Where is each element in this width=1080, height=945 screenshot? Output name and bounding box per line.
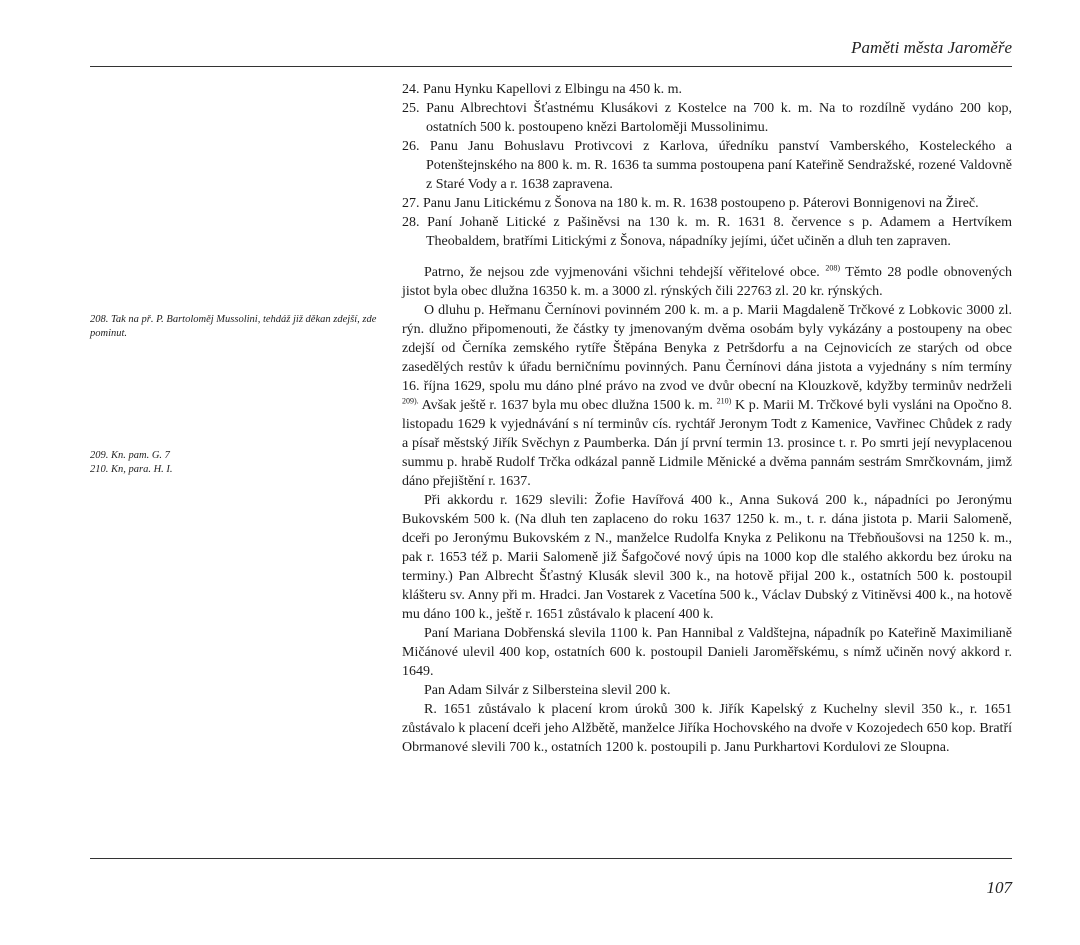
list-item-25: 25. Panu Albrechtovi Šťastnému Klusákovi z Kostelce na 700 k. m. Na to rozdílně vydáno 200 kop, ostatních 500 k. postoupeno knězi Bartoloměji Mussolinimu. xyxy=(402,101,1012,135)
footer-rule xyxy=(90,858,1012,859)
paragraph-text: Patrno, že nejsou zde vyjmenováni všichni tehdejší věřitelové obce. xyxy=(424,265,820,280)
list-item-27: 27. Panu Janu Litickému z Šonova na 180 k. m. R. 1638 postoupeno p. Páterovi Bonnigenovi na Žireč. xyxy=(402,196,979,211)
page-number: 107 xyxy=(986,878,1012,897)
paragraph-dobrenska: Paní Mariana Dobřenská slevila 1100 k. Pan Hannibal z Valdštejna, nápadník po Kateřině Maximilianě Mičánové ulevil 400 kop, ostatních 600 k. postoupil Danieli Jaroměřskému, s nímž učiněn nový akkord r. 1649. xyxy=(402,626,1012,679)
main-text-column xyxy=(402,80,1012,757)
creditor-list xyxy=(402,80,1012,251)
paragraph-silvar: Pan Adam Silvár z Silbersteina slevil 200 k. xyxy=(424,683,671,698)
paragraph-creditors-summary xyxy=(402,263,1012,301)
footnote-ref-208: 208) xyxy=(825,263,840,273)
sidenotes-209-210 xyxy=(90,449,390,477)
paragraph-akkord-1629: Při akkordu r. 1629 slevili: Žofie Havířová 400 k., Anna Suková 200 k., nápadníci po Jeronýmu Bukovském 500 k. (Na dluh ten zaplaceno do roku 1637 1250 k. m., t. r. dána jistota p. Marii Salomeně, dceři po Jeronýmu Bukovském z N., manželce Rudolfa Knyka z Pelikonu na Třebňoušovsi na 1250 k. m., pak r. 1653 též p. Marii Salomeně již Šafgočové nový úpis na 1000 kop dle stalého akkordu bez úroku na terminy.) Pan Albrecht Šťastný Klusák slevil 300 k., na hotově přijal 200 k., ostatních 500 k. postoupil klášteru sv. Anny při m. Hradci. Jan Vostarek z Vacetína 500 k., Václav Dubský z Vitiněvsi 400 k., na hotově mu dáno 100 k., ještě r. 1651 zůstávalo k placení 400 k. xyxy=(402,493,1012,622)
header-rule xyxy=(90,66,1012,67)
paragraph-debt-cernin xyxy=(402,301,1012,491)
paragraph-text: Avšak ještě r. 1637 byla mu obec dlužna 1500 k. m. xyxy=(421,398,713,413)
paragraph-text: K p. Marii M. Trčkové byli vysláni na Opočno 8. listopadu 1629 k vyjednávání s ní terminův cís. rychtář Jeronym Todt z Kamenice, Vavřinec Chůdek z rady a písař městský Jiřík Svěchyn z Paumberka. Dán jí první termin 13. prosince t. r. Po smrti její nevyplacenou summu p. hrabě Rudolf Trčka odkázal panně Lidmile Měnické a dvěma pannám sestrám Smrčkovnám, jimž dáno přejištění r. 1637. xyxy=(402,398,1013,489)
list-item-24: 24. Panu Hynku Kapellovi z Elbingu na 450 k. m. xyxy=(402,82,682,97)
sidenote-208: 208. Tak na př. P. Bartoloměj Mussolini, tehdáž již děkan zdejší, zde pominut. xyxy=(90,314,377,339)
footnote-ref-210: 210) xyxy=(716,396,732,406)
list-item-26: 26. Panu Janu Bohuslavu Protivcovi z Karlova, úředníku panství Vamberského, Kosteleckého a Potenštejnského na 800 k. m. R. 1636 ta summa postoupena paní Kateřině Sendražské, rozené Valdovně z Staré Vody a r. 1638 zapravena. xyxy=(402,139,1012,192)
footnote-ref-209: 209). xyxy=(402,396,419,406)
sidenote-209: 209. Kn. pam. G. 7 xyxy=(90,450,170,461)
sidenote-210: 210. Kn, para. H. I. xyxy=(90,464,173,475)
paragraph-text: O dluhu p. Heřmanu Černínovi povinném 200 k. m. a p. Marii Magdaleně Trčkové z Lobkovic 3000 zl. rýn. dlužno připomenouti, že částky ty jmenovaným dvěma osobám byly vykázány a postoupeny na obec zdejší od Černíka zemského rytíře Štěpána Benyka z Petršdorfu a na Cejnovicích ze starých od obce zasedělých restův k úřadu berničnímu povinných. Panu Černínovi dána jistota a vyjednány s ním termíny 16. října 1629, spolu mu dáno plné právo na zvod ve dvůr obecní na Klouzkově, kdyžby terminův nedrželi xyxy=(402,303,1012,394)
paragraph-1651: R. 1651 zůstávalo k placení krom úroků 300 k. Jiřík Kapelský z Kuchelny slevil 350 k., r. 1651 zůstávalo k placení dceři jeho Alžbětě, manželce Jiříka Hochovského na dvoře v Kozojedech 650 kop. Bratří Obrmanové slevili 700 k., ostatních 1200 k. postoupili p. Janu Purkhartovi Kordulovi ze Sloupna. xyxy=(402,702,1012,755)
running-header-title: Paměti města Jaroměře xyxy=(851,38,1012,57)
list-item-28: 28. Paní Johaně Litické z Pašiněvsi na 130 k. m. R. 1631 8. července s p. Adamem a Hertvíkem Theobaldem, bratřími Litickými z Šonova, nápadníky jejími, účet učiněn a dluh ten zapraven. xyxy=(402,215,1012,249)
paragraph-text: Těmto 28 podle obnovených jistot byla obec dlužna 16350 k. m. a 3000 zl. rýnských čili 22763 zl. 20 kr. rýnských. xyxy=(402,265,1012,299)
